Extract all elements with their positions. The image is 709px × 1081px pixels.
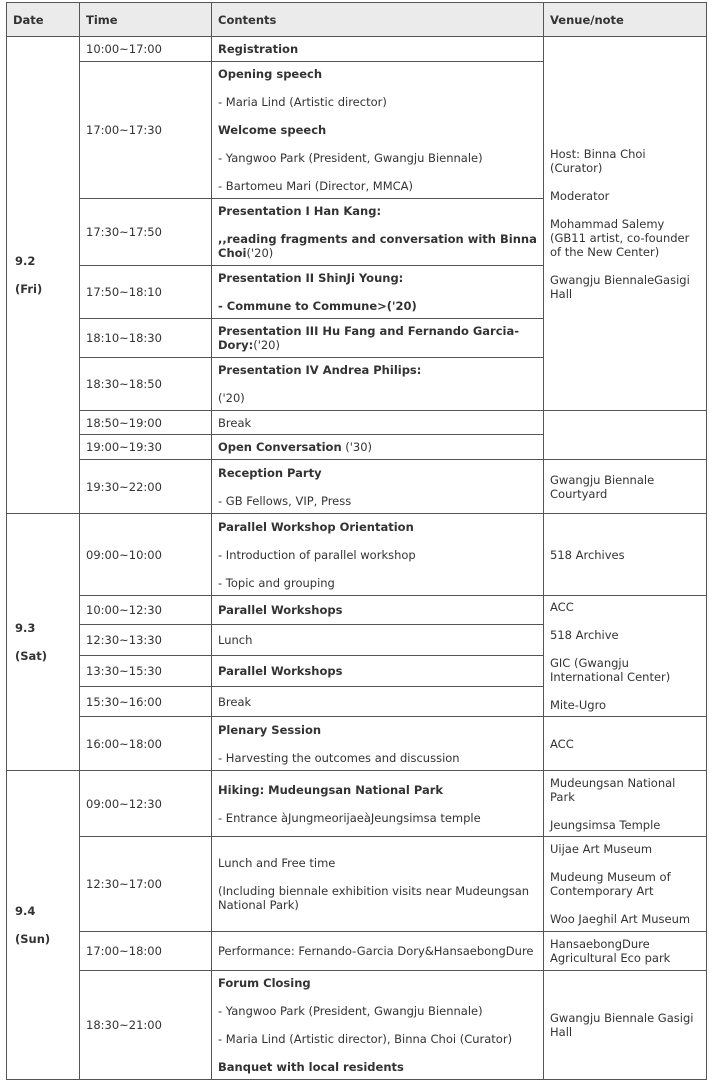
contents-header: [211, 2, 544, 37]
session-detail: - Maria Lind (Artistic director): [218, 95, 387, 109]
venue-line: ACC: [550, 600, 574, 614]
session-title: Parallel Workshops: [218, 603, 343, 617]
session-title: Hiking: Mudeungsan National Park: [218, 782, 444, 797]
venue-cell: [543, 36, 707, 411]
session-title: Presentation IV Andrea Philips:: [218, 363, 422, 377]
venue-header: [543, 2, 707, 37]
day-date: 9.2: [15, 254, 36, 268]
day-weekday: (Sun): [15, 932, 51, 946]
time-value: 12:30~17:00: [86, 877, 162, 891]
session-title: - Commune to Commune>('20): [218, 299, 417, 313]
time-cell: [79, 318, 212, 358]
time-cell: [79, 595, 212, 625]
session-detail: Lunch: [218, 633, 253, 647]
session-detail: Lunch and Free time: [218, 856, 336, 870]
time-header: [79, 2, 212, 37]
session-detail: Performance: Fernando-Garcia Dory&HansaebongDure: [218, 944, 534, 958]
contents-cell: [211, 198, 544, 266]
day-weekday: (Sat): [15, 649, 48, 663]
session-title: Opening speech: [218, 67, 323, 81]
session-detail: (Including biennale exhibition visits near Mudeungsan National Park): [218, 884, 530, 912]
time-cell: [79, 434, 212, 460]
session-detail: - Maria Lind (Artistic director), Binna Choi (Curator): [218, 1032, 513, 1046]
time-header-label: Time: [86, 12, 118, 27]
time-value: 09:00~10:00: [86, 547, 162, 562]
contents-cell: [211, 595, 544, 625]
time-value: 12:30~13:30: [86, 633, 162, 647]
time-value: 18:50~19:00: [86, 415, 162, 430]
venue-header-label: Venue/note: [550, 12, 624, 27]
venue-line: Host: Binna Choi (Curator): [550, 146, 646, 175]
venue-line: Mohammad Salemy (GB11 artist, co-founder of the New Center): [550, 216, 690, 259]
session-title: Presentation III Hu Fang and Fernando Garcia-Dory:('20): [218, 324, 520, 352]
venue-line: Jeungsimsa Temple: [550, 817, 661, 832]
time-cell: [79, 770, 212, 837]
session-title: Banquet with local residents: [218, 1060, 404, 1074]
session-detail: - GB Fellows, VIP, Press: [218, 493, 352, 508]
venue-cell: [543, 513, 707, 596]
time-value: 17:50~18:10: [86, 285, 162, 299]
venue-line: Moderator: [550, 188, 610, 203]
time-value: 10:00~17:00: [86, 42, 162, 56]
session-title: Parallel Workshop Orientation: [218, 519, 414, 534]
venue-cell: [543, 410, 707, 460]
venue-cell: [543, 716, 707, 771]
contents-cell: [211, 459, 544, 514]
time-cell: [79, 459, 212, 514]
contents-cell: [211, 836, 544, 932]
venue-cell: [543, 931, 707, 971]
session-title: Forum Closing: [218, 976, 311, 990]
venue-line: 518 Archives: [550, 547, 625, 562]
contents-cell: [211, 624, 544, 656]
contents-cell: [211, 357, 544, 411]
venue-line: GIC (Gwangju International Center): [550, 656, 671, 684]
session-detail: - Introduction of parallel workshop: [218, 547, 416, 562]
time-cell: [79, 513, 212, 596]
day-cell: [6, 36, 80, 514]
time-value: 17:00~18:00: [86, 944, 162, 958]
session-duration: ('20): [246, 246, 274, 260]
venue-line: Mite-Ugro: [550, 698, 607, 712]
session-detail: - Topic and grouping: [218, 575, 335, 590]
time-cell: [79, 198, 212, 266]
day-cell: [6, 513, 80, 771]
contents-cell: [211, 655, 544, 687]
contents-cell: [211, 36, 544, 62]
time-value: 17:00~17:30: [86, 123, 162, 137]
date-header-label: Date: [13, 12, 44, 27]
session-title: Open Conversation ('30): [218, 440, 373, 454]
venue-line: ACC: [550, 736, 574, 751]
venue-line: Woo Jaeghil Art Museum: [550, 912, 691, 926]
session-detail: Break: [218, 694, 252, 709]
time-cell: [79, 970, 212, 1080]
contents-cell: [211, 686, 544, 717]
time-cell: [79, 836, 212, 932]
time-value: 10:00~12:30: [86, 603, 162, 617]
time-cell: [79, 624, 212, 656]
day-cell: [6, 770, 80, 1080]
session-title: Plenary Session: [218, 722, 322, 737]
day-date: 9.3: [15, 621, 36, 635]
contents-cell: [211, 265, 544, 319]
contents-cell: [211, 513, 544, 596]
time-cell: [79, 36, 212, 62]
time-cell: [79, 686, 212, 717]
time-value: 17:30~17:50: [86, 225, 162, 239]
time-value: 09:00~12:30: [86, 796, 162, 811]
venue-cell: [543, 459, 707, 514]
contents-cell: [211, 970, 544, 1080]
session-title: Presentation II ShinJi Young:: [218, 271, 404, 285]
venue-cell: [543, 970, 707, 1080]
venue-line: Uijae Art Museum: [550, 842, 653, 856]
time-cell: [79, 357, 212, 411]
time-value: 13:30~15:30: [86, 664, 162, 678]
venue-line: HansaebongDure Agricultural Eco park: [550, 937, 671, 965]
time-value: 18:10~18:30: [86, 331, 162, 345]
session-detail: - Yangwoo Park (President, Gwangju Biennale): [218, 1004, 483, 1018]
day-date: 9.4: [15, 904, 36, 918]
session-title: Parallel Workshops: [218, 664, 343, 678]
venue-cell: [543, 770, 707, 837]
time-value: 19:30~22:00: [86, 479, 162, 494]
time-cell: [79, 410, 212, 435]
contents-cell: [211, 716, 544, 771]
venue-line: 518 Archive: [550, 628, 619, 642]
venue-cell: [543, 595, 707, 717]
venue-line: Gwangju BiennaleGasigi Hall: [550, 272, 690, 301]
time-cell: [79, 655, 212, 687]
session-detail: - Entrance àJungmeorijaeàJeungsimsa temple: [218, 810, 481, 825]
time-value: 18:30~18:50: [86, 377, 162, 391]
session-title: ,,reading fragments and conversation with Binna Choi('20): [218, 232, 537, 260]
contents-cell: [211, 770, 544, 837]
venue-line: Mudeung Museum of Contemporary Art: [550, 870, 671, 898]
session-title: Registration: [218, 42, 299, 56]
venue-line: Mudeungsan National Park: [550, 775, 676, 804]
time-cell: [79, 265, 212, 319]
day-weekday: (Fri): [15, 282, 43, 296]
time-value: 16:00~18:00: [86, 736, 162, 751]
session-detail: ('20): [218, 391, 245, 405]
time-value: 15:30~16:00: [86, 694, 162, 709]
time-cell: [79, 716, 212, 771]
time-value: 19:00~19:30: [86, 440, 162, 454]
session-title: Presentation I Han Kang:: [218, 204, 382, 218]
session-title: Welcome speech: [218, 123, 327, 137]
time-cell: [79, 931, 212, 971]
session-detail: - Bartomeu Mari (Director, MMCA): [218, 179, 414, 193]
spacer: [550, 175, 700, 189]
date-header: [6, 2, 80, 37]
contents-cell: [211, 931, 544, 971]
time-cell: [79, 61, 212, 199]
session-duration: ('30): [341, 440, 373, 454]
venue-cell: [543, 836, 707, 932]
time-value: 18:30~21:00: [86, 1018, 162, 1032]
venue-line: Gwangju Biennale Courtyard: [550, 472, 655, 501]
contents-cell: [211, 318, 544, 358]
contents-cell: [211, 61, 544, 199]
contents-cell: [211, 434, 544, 460]
venue-line: Gwangju Biennale Gasigi Hall: [550, 1011, 694, 1039]
contents-cell: [211, 410, 544, 435]
session-title: Reception Party: [218, 465, 322, 480]
session-duration: ('20): [253, 338, 280, 352]
session-detail: - Yangwoo Park (President, Gwangju Biennale): [218, 151, 483, 165]
session-detail: - Harvesting the outcomes and discussion: [218, 750, 460, 765]
session-detail: Break: [218, 415, 252, 430]
contents-header-label: Contents: [218, 12, 277, 27]
